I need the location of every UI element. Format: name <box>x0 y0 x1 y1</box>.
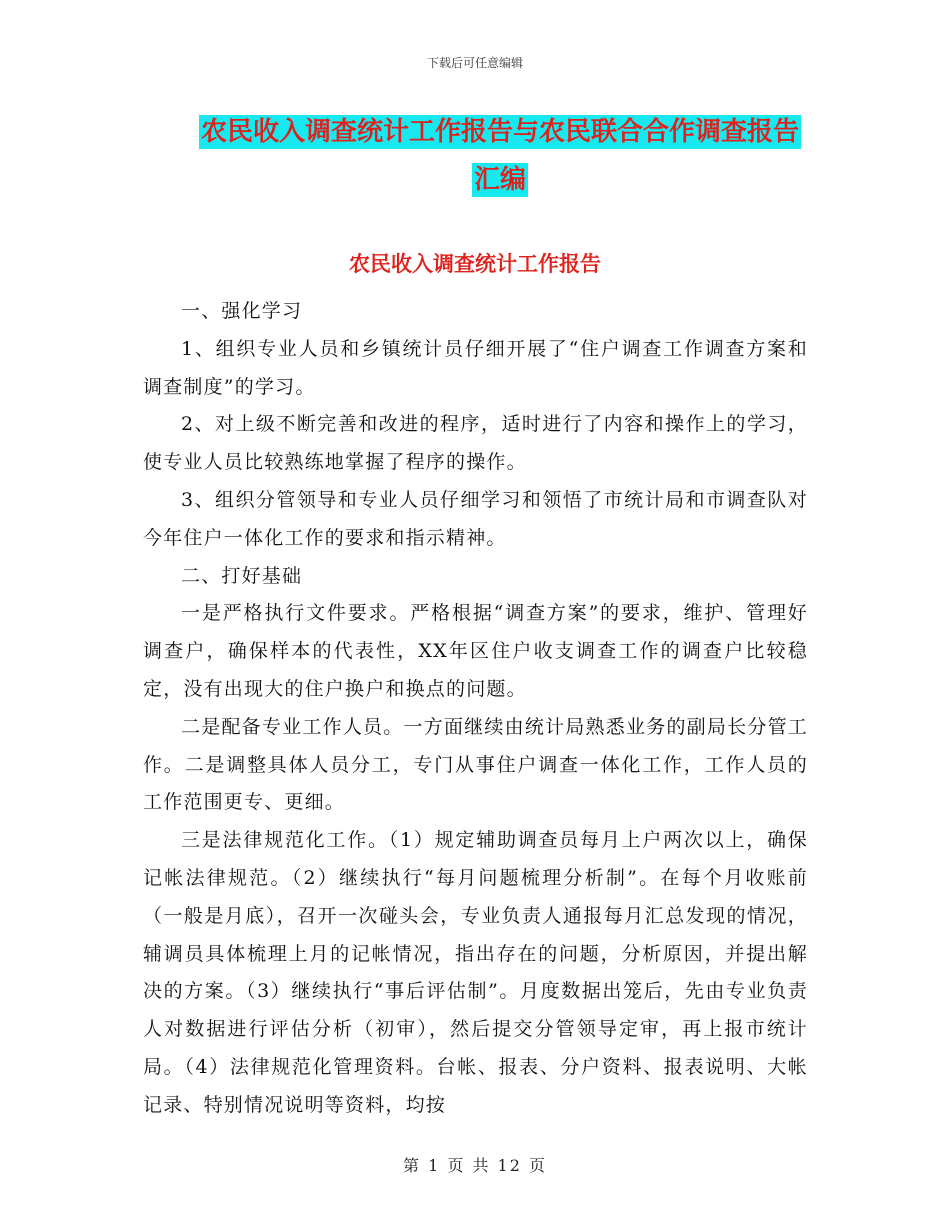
document-title-line-2: 汇编 <box>473 165 526 195</box>
document-title <box>120 108 880 204</box>
heading-strengthen-learning: 一、强化学习 <box>181 300 303 322</box>
page-number-footer: 第 1 页 共 12 页 <box>403 1156 547 1175</box>
section-title: 农民收入调查统计工作报告 <box>349 252 601 276</box>
body-text <box>143 293 808 1125</box>
paragraph: 1、组织专业人员和乡镇统计员仔细开展了“住户调查工作调查方案和调查制度”的学习。 <box>143 337 808 398</box>
document-title-line-1: 农民收入调查统计工作报告与农民联合合作调查报告 <box>200 117 799 147</box>
paragraph: 3、组织分管领导和专业人员仔细学习和领悟了市统计局和市调查队对今年住户一体化工作的要求和指示精神。 <box>143 488 808 549</box>
paragraph: 2、对上级不断完善和改进的程序，适时进行了内容和操作上的学习，使专业人员比较熟练地掌握了程序的操作。 <box>143 413 808 474</box>
paragraph: 三是法律规范化工作。（1）规定辅助调查员每月上户两次以上，确保记帐法律规范。（2）继续执行“每月问题梳理分析制”。在每个月收账前（一般是月底），召开一次碰头会，专业负责人通报每月汇总发现的情况，辅调员具体梳理上月的记帐情况，指出存在的问题，分析原因，并提出解决的方案。（3）继续执行“事后评估制”。月度数据出笼后，先由专业负责人对数据进行评估分析（初审），然后提交分管领导定审，再上报市统计局。（4）法律规范化管理资料。台帐、报表、分户资料、报表说明、大帐记录、特别情况说明等资料，均按 <box>143 829 808 1116</box>
heading-lay-foundation: 二、打好基础 <box>181 564 303 587</box>
header-note: 下载后可任意编辑 <box>426 56 523 70</box>
paragraph: 一是严格执行文件要求。严格根据“调查方案”的要求，维护、管理好调查户，确保样本的代表性，XX年区住户收支调查工作的调查户比较稳定，没有出现大的住户换户和换点的问题。 <box>143 602 808 700</box>
paragraph: 二是配备专业工作人员。一方面继续由统计局熟悉业务的副局长分管工作。二是调整具体人员分工，专门从事住户调查一体化工作，工作人员的工作范围更专、更细。 <box>143 715 808 814</box>
